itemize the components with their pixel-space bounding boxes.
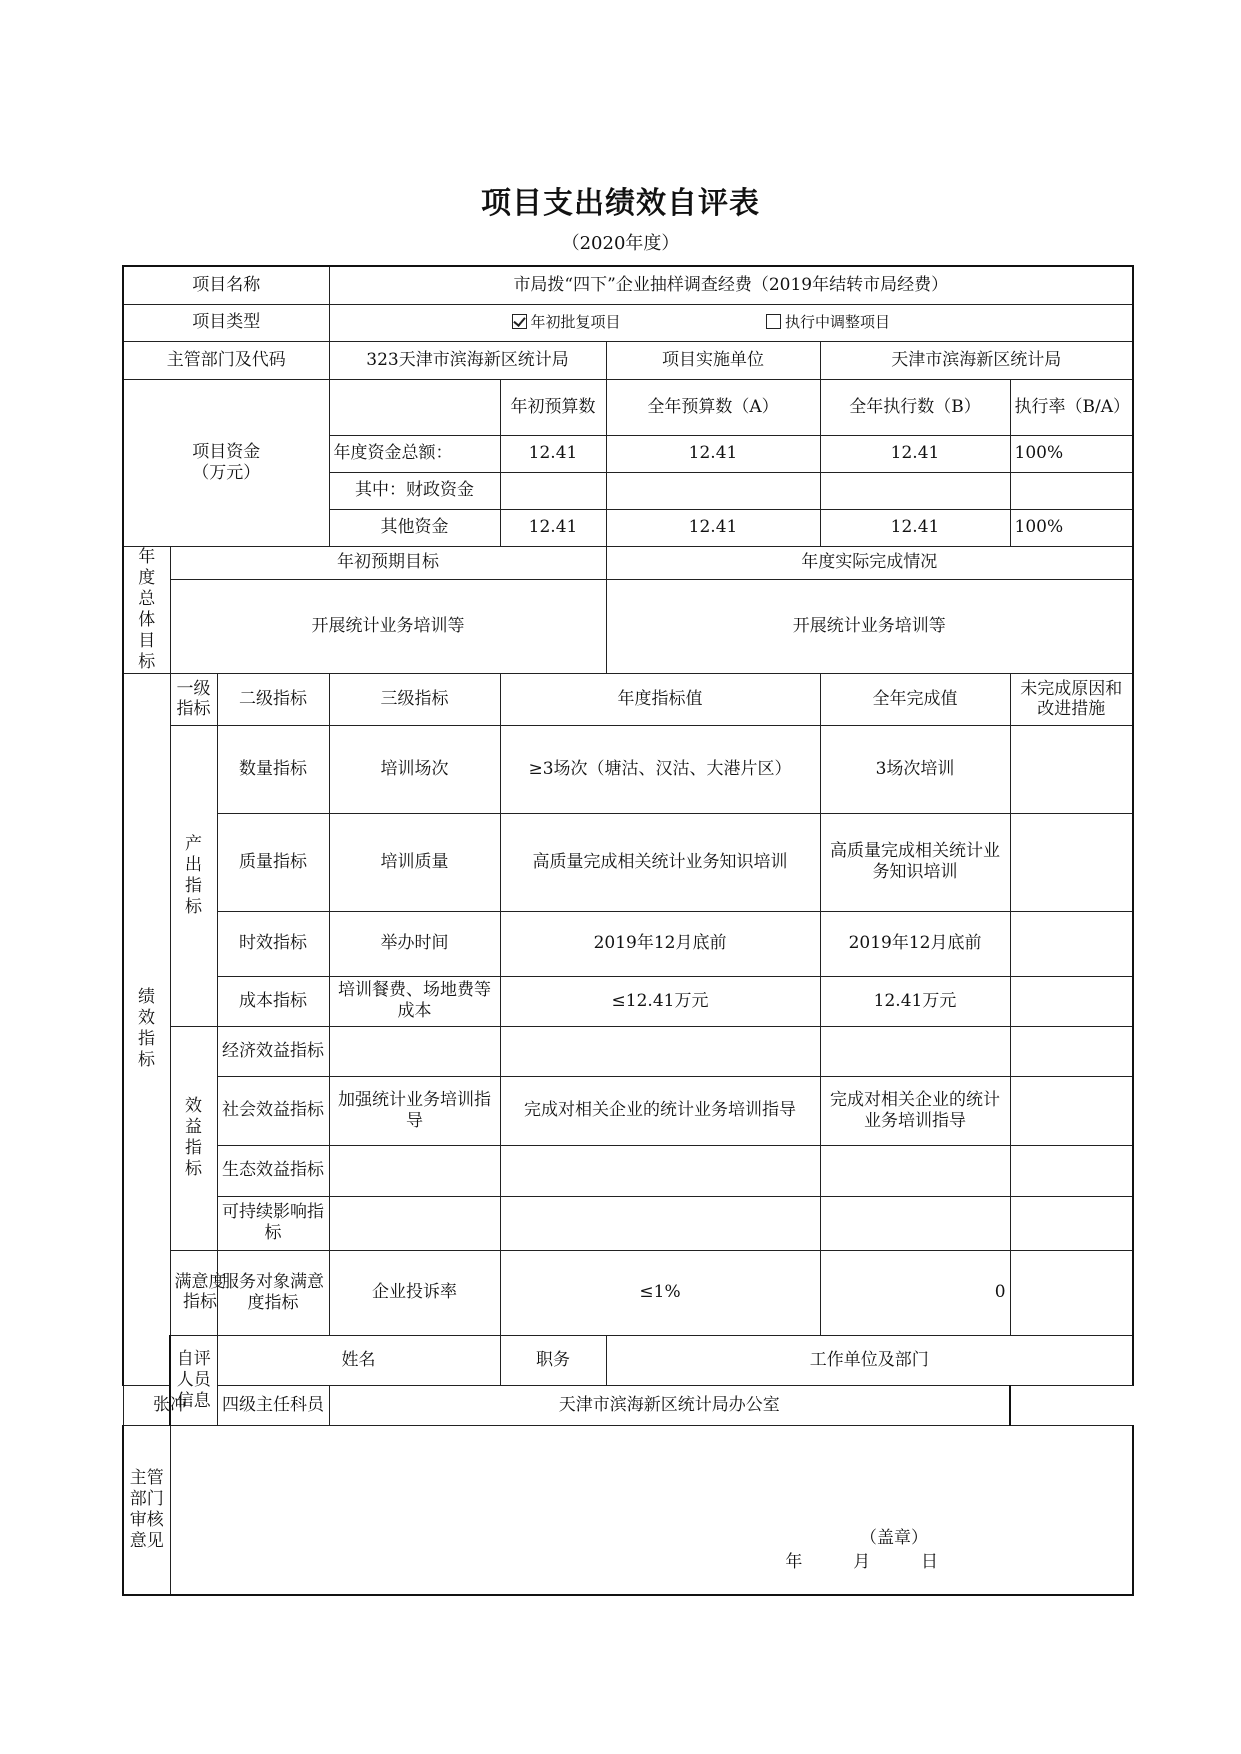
indicator-actual [820, 1145, 1010, 1196]
impl-unit-label: 项目实施单位 [606, 341, 820, 379]
indicator-level2: 数量指标 [217, 725, 329, 813]
indicator-reason [1010, 976, 1133, 1026]
indicator-level2: 可持续影响指标 [217, 1196, 329, 1250]
funds-cell: 12.41 [606, 509, 820, 546]
indicator-actual [820, 1196, 1010, 1250]
funds-cell: 12.41 [606, 435, 820, 472]
header-level2: 二级指标 [217, 673, 329, 725]
indicator-reason [1010, 1196, 1133, 1250]
evaluator-unit-header: 工作单位及部门 [606, 1335, 1133, 1385]
review-content [170, 1425, 1133, 1595]
funds-cell [820, 472, 1010, 509]
indicator-level3: 企业投诉率 [329, 1250, 500, 1335]
funds-cell [606, 472, 820, 509]
header-reason: 未完成原因和改进措施 [1010, 673, 1133, 725]
indicator-target: ≤12.41万元 [500, 976, 820, 1026]
indicator-target: 2019年12月底前 [500, 911, 820, 976]
indicator-target: ≤1% [500, 1250, 820, 1335]
funds-cell: 12.41 [500, 435, 606, 472]
review-date: 年 月 日 [785, 1552, 939, 1572]
indicator-level3: 培训场次 [329, 725, 500, 813]
funds-header-blank [329, 379, 500, 435]
indicator-reason [1010, 1145, 1133, 1196]
funds-row-label: 其他资金 [329, 509, 500, 546]
dept-value: 323天津市滨海新区统计局 [329, 341, 606, 379]
indicator-level2: 时效指标 [217, 911, 329, 976]
funds-label: 项目资金 （万元） [123, 379, 329, 546]
output-indicators-label: 产出指标 [170, 725, 217, 1026]
header-level1: 一级指标 [170, 673, 217, 725]
funds-header-rate: 执行率（B/A） [1010, 379, 1133, 435]
checkbox-checked-icon[interactable] [512, 314, 527, 329]
indicator-level3 [329, 1026, 500, 1076]
indicator-actual: 0 [820, 1250, 1010, 1335]
indicator-actual: 3场次培训 [820, 725, 1010, 813]
funds-row-label: 年度资金总额： [329, 435, 500, 472]
indicator-level2: 成本指标 [217, 976, 329, 1026]
indicator-actual: 12.41万元 [820, 976, 1010, 1026]
project-name-value: 市局拨“四下”企业抽样调查经费（2019年结转市局经费） [329, 266, 1133, 304]
indicator-target [500, 1196, 820, 1250]
indicator-reason [1010, 1026, 1133, 1076]
evaluator-unit: 天津市滨海新区统计局办公室 [329, 1385, 1010, 1425]
evaluator-position-header: 职务 [500, 1335, 606, 1385]
indicator-level3 [329, 1145, 500, 1196]
indicator-reason [1010, 813, 1133, 911]
evaluation-form [122, 265, 1134, 1596]
satisfaction-indicators-label: 满意度指标 [170, 1250, 217, 1335]
funds-cell: 100% [1010, 435, 1133, 472]
indicator-actual: 2019年12月底前 [820, 911, 1010, 976]
indicator-actual [820, 1026, 1010, 1076]
funds-cell: 12.41 [500, 509, 606, 546]
indicator-level2: 服务对象满意度指标 [217, 1250, 329, 1335]
header-level3: 三级指标 [329, 673, 500, 725]
indicator-level3 [329, 1196, 500, 1250]
indicator-target [500, 1026, 820, 1076]
indicator-level2: 生态效益指标 [217, 1145, 329, 1196]
indicator-target: 完成对相关企业的统计业务培训指导 [500, 1076, 820, 1145]
indicator-target: 高质量完成相关统计业务知识培训 [500, 813, 820, 911]
funds-cell: 100% [1010, 509, 1133, 546]
indicator-target [500, 1145, 820, 1196]
header-actual: 全年完成值 [820, 673, 1010, 725]
indicator-reason [1010, 1250, 1133, 1335]
goals-expected-header: 年初预期目标 [170, 546, 606, 579]
funds-header-executed: 全年执行数（B） [820, 379, 1010, 435]
evaluator-name-header: 姓名 [217, 1335, 500, 1385]
indicators-label: 绩效指标 [123, 673, 170, 1385]
goals-actual-header: 年度实际完成情况 [606, 546, 1133, 579]
funds-cell: 12.41 [820, 509, 1010, 546]
type-option-adjusted[interactable]: 执行中调整项目 [766, 312, 890, 333]
evaluator-label: 自评人员信息 [170, 1335, 217, 1425]
page-subtitle: （2020年度） [561, 233, 680, 254]
project-type-label: 项目类型 [123, 304, 329, 341]
indicator-level3: 举办时间 [329, 911, 500, 976]
funds-cell [1010, 472, 1133, 509]
indicator-level3: 加强统计业务培训指导 [329, 1076, 500, 1145]
impl-unit-value: 天津市滨海新区统计局 [820, 341, 1133, 379]
indicator-level2: 经济效益指标 [217, 1026, 329, 1076]
evaluator-name: 张冲 [123, 1385, 217, 1425]
review-label: 主管部门审核意见 [123, 1425, 170, 1595]
indicator-actual: 完成对相关企业的统计业务培训指导 [820, 1076, 1010, 1145]
header-target: 年度指标值 [500, 673, 820, 725]
funds-cell: 12.41 [820, 435, 1010, 472]
indicator-actual: 高质量完成相关统计业务知识培训 [820, 813, 1010, 911]
type-option-annual[interactable]: 年初批复项目 [512, 312, 621, 333]
evaluator-position: 四级主任科员 [217, 1385, 329, 1425]
benefit-indicators-label: 效益指标 [170, 1026, 217, 1250]
indicator-level3: 培训质量 [329, 813, 500, 911]
goals-actual-value: 开展统计业务培训等 [606, 579, 1133, 673]
indicator-level2: 社会效益指标 [217, 1076, 329, 1145]
funds-header-annual: 全年预算数（A） [606, 379, 820, 435]
project-name-label: 项目名称 [123, 266, 329, 304]
project-type-options [329, 304, 1133, 341]
indicator-target: ≥3场次（塘沽、汉沽、大港片区） [500, 725, 820, 813]
funds-row-label: 其中：财政资金 [329, 472, 500, 509]
seal-label: （盖章） [860, 1528, 929, 1548]
indicator-reason [1010, 725, 1133, 813]
funds-header-initial: 年初预算数 [500, 379, 606, 435]
goals-expected-value: 开展统计业务培训等 [170, 579, 606, 673]
checkbox-empty-icon[interactable] [766, 314, 781, 329]
dept-label: 主管部门及代码 [123, 341, 329, 379]
goals-label: 年度总体目标 [123, 546, 170, 673]
page-title: 项目支出绩效自评表 [481, 186, 760, 221]
indicator-level3: 培训餐费、场地费等成本 [329, 976, 500, 1026]
funds-cell [500, 472, 606, 509]
indicator-reason [1010, 911, 1133, 976]
indicator-reason [1010, 1076, 1133, 1145]
indicator-level2: 质量指标 [217, 813, 329, 911]
